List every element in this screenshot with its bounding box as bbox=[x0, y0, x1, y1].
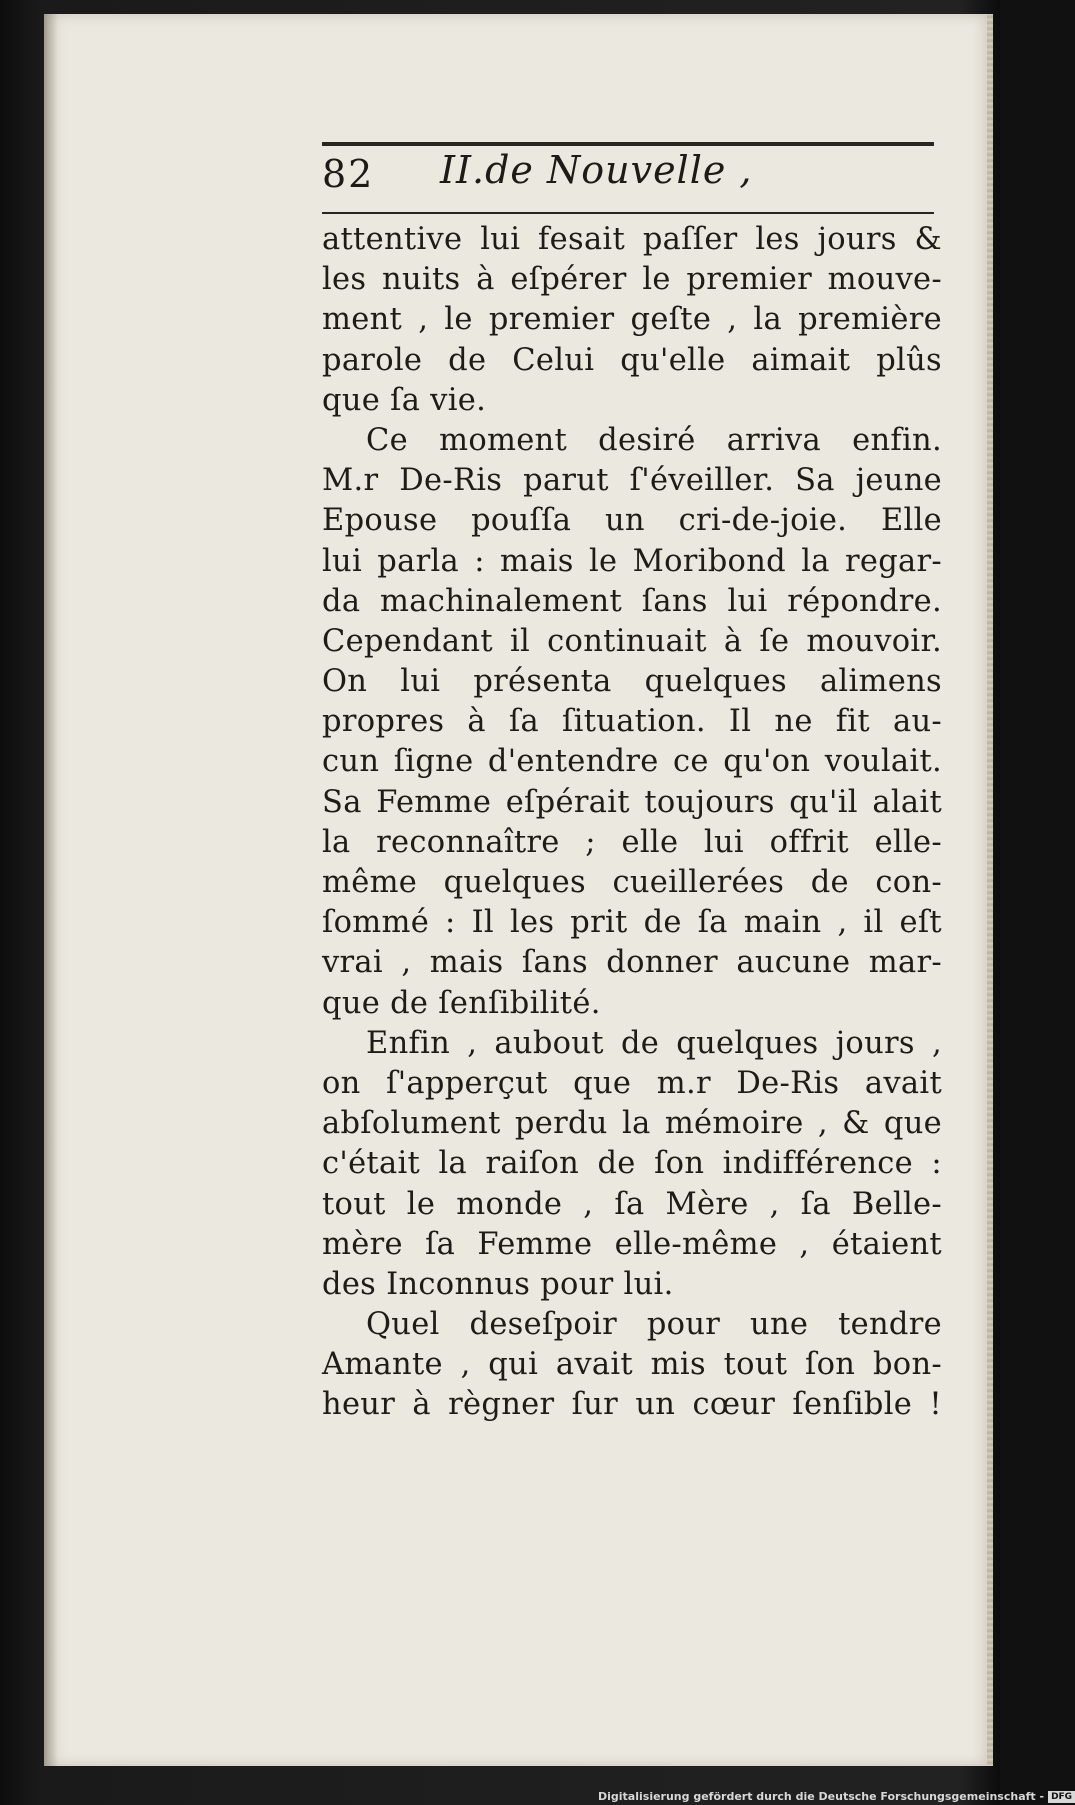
text-line: parole de Celui qu'elle aimait plûs bbox=[322, 342, 942, 378]
running-head bbox=[322, 148, 934, 206]
text-line: tout le monde , ſa Mère , ſa Belle- bbox=[322, 1186, 942, 1222]
text-line: on ſ'apperçut que m.r De-Ris avait bbox=[322, 1065, 942, 1101]
dfg-logo: DFG bbox=[1048, 1791, 1075, 1803]
header-top-rule bbox=[322, 142, 934, 146]
text-line: Epouse pouſſa un cri-de-joie. Elle bbox=[322, 503, 942, 539]
text-line: des Inconnus pour lui. bbox=[322, 1266, 674, 1302]
text-line: mère ſa Femme elle-même , étaient bbox=[322, 1226, 942, 1262]
text-line: vrai , mais ſans donner aucune mar- bbox=[322, 945, 942, 981]
text-line: la reconnaître ; elle lui offrit elle- bbox=[322, 824, 942, 860]
text-line: cun ſigne d'entendre ce qu'on voulait. bbox=[322, 744, 942, 780]
text-line: Enfin , aubout de quelques jours , bbox=[366, 1025, 942, 1061]
text-line: abſolument perdu la mémoire , & que bbox=[322, 1106, 942, 1142]
gutter-shadow bbox=[44, 14, 58, 1766]
page-number: 82 bbox=[322, 152, 375, 196]
running-title: II.de Nouvelle , bbox=[440, 148, 753, 192]
text-line: propres à ſa ſituation. Il ne fit au- bbox=[322, 704, 942, 740]
text-line: Ce moment desiré arriva enfin. bbox=[366, 422, 942, 458]
text-line: ſommé : Il les prit de ſa main , il eſt bbox=[322, 905, 942, 941]
text-line: Quel deseſpoir pour une tendre bbox=[366, 1307, 942, 1343]
text-line: que ſa vie. bbox=[322, 382, 487, 418]
text-line: lui parla : mais le Moribond la regar- bbox=[322, 543, 942, 579]
text-line: ment , le premier geſte , la première bbox=[322, 302, 942, 338]
funding-credit: Digitalisierung gefördert durch die Deutsche Forschungsgemeinschaft - bbox=[598, 1790, 1045, 1803]
text-line: que de ſenſibilité. bbox=[322, 985, 601, 1021]
digitization-footer bbox=[598, 1788, 1075, 1805]
text-line: c'était la raiſon de ſon indifférence : bbox=[322, 1146, 942, 1182]
text-line: Cependant il continuait à ſe mouvoir. bbox=[322, 623, 942, 659]
header-bottom-rule bbox=[322, 212, 934, 214]
text-line: même quelques cueillerées de con- bbox=[322, 865, 942, 900]
text-line: heur à règner ſur un cœur ſenſible ! bbox=[322, 1387, 942, 1423]
text-line: da machinalement ſans lui répondre. bbox=[322, 583, 942, 619]
text-line: Amante , qui avait mis tout ſon bon- bbox=[322, 1347, 942, 1383]
text-line: attentive lui fesait paſſer les jours & bbox=[322, 222, 942, 257]
text-line: Sa Femme eſpérait toujours qu'il alait bbox=[322, 784, 942, 820]
text-line: M.r De-Ris parut ſ'éveiller. Sa jeune bbox=[322, 463, 942, 499]
text-line: les nuits à eſpérer le premier mouve- bbox=[322, 262, 942, 298]
text-line: On lui présenta quelques alimens bbox=[322, 664, 942, 700]
body-text bbox=[322, 220, 942, 1426]
